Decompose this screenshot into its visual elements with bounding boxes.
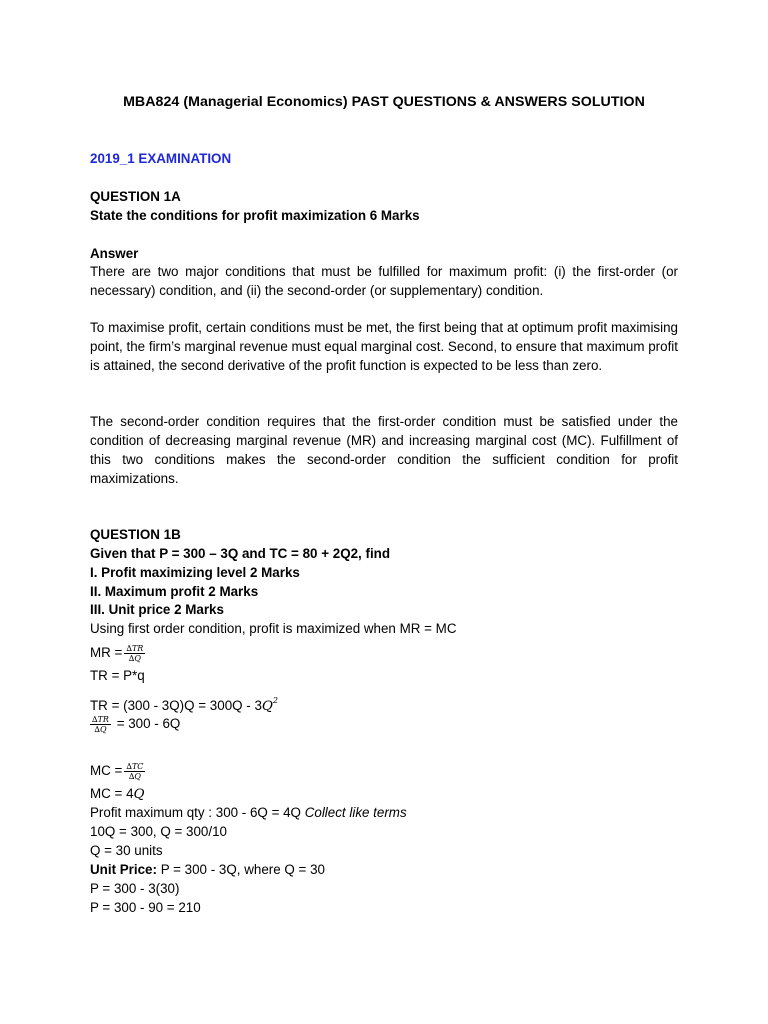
profit-quantity — [90, 804, 407, 822]
answer-paragraph-1: There are two major conditions that must be fulfilled for maximum profit: (i) the first-order (or necessary) condition, and (ii) the second-order (or supplementary) condition. — [90, 264, 678, 298]
mc-fraction — [124, 762, 145, 781]
tr-expression-text: TR = (300 - 3Q)Q = 300Q - 3 — [90, 698, 262, 713]
document-title: MBA824 (Managerial Economics) PAST QUESTIONS & ANSWERS SOLUTION — [123, 94, 645, 110]
solution-step-4: P = 300 - 90 = 210 — [90, 900, 201, 915]
solution-step-1: 10Q = 300, Q = 300/10 — [90, 824, 227, 839]
dtr-result: = 300 - 6Q — [116, 716, 181, 731]
answer-paragraph-3: The second-order condition requires that the first-order condition must be satisfied under the condition of decreasing marginal revenue (MR) and increasing marginal cost (MC). Fulfillment of this two conditions makes the second-order condition the sufficient condition for profit maximizations. — [90, 414, 678, 486]
solution-intro: Using first order condition, profit is maximized when MR = MC — [90, 621, 457, 636]
dtr-fraction — [90, 715, 111, 734]
mc-result-prefix: MC = 4 — [90, 786, 134, 801]
question-1b-part-ii: II. Maximum profit 2 Marks — [90, 584, 259, 599]
solution-step-3: P = 300 - 3(30) — [90, 881, 180, 896]
tr-exponent: 2 — [272, 696, 278, 705]
mr-numerator: ∆TR — [126, 643, 144, 653]
mc-result-variable: Q — [133, 787, 145, 802]
unit-price — [90, 861, 325, 879]
mr-prefix: MR = — [90, 645, 123, 660]
mc-result — [90, 785, 145, 804]
solution-step-2: Q = 30 units — [90, 843, 163, 858]
question-1b-given: Given that P = 300 – 3Q and TC = 80 + 2Q2, find — [90, 546, 391, 561]
dtr-denominator: ∆Q — [94, 724, 107, 734]
dtr-numerator: ∆TR — [92, 714, 109, 724]
mr-denominator: ∆Q — [128, 653, 141, 663]
unit-price-label: Unit Price: — [90, 862, 157, 877]
mc-denominator: ∆Q — [128, 771, 141, 781]
mr-fraction — [124, 644, 145, 663]
mc-numerator: ∆TC — [126, 761, 144, 771]
mc-prefix: MC = — [90, 763, 123, 778]
question-1a-prompt: State the conditions for profit maximization 6 Marks — [90, 208, 420, 223]
tr-variable: Q — [261, 699, 273, 714]
dtr-formula — [90, 711, 180, 737]
mr-formula — [90, 640, 147, 666]
question-1b-part-iii: III. Unit price 2 Marks — [90, 602, 224, 617]
question-1b-heading: QUESTION 1B — [90, 527, 181, 542]
question-1b-part-i: I. Profit maximizing level 2 Marks — [90, 565, 300, 580]
question-1a-heading: QUESTION 1A — [90, 189, 181, 204]
tr-definition: TR = P*q — [90, 668, 145, 683]
profit-quantity-equation: Profit maximum qty : 300 - 6Q = 4Q — [90, 805, 301, 820]
answer-paragraph-2: To maximise profit, certain conditions must be met, the first being that at optimum profit maximising point, the firm’s marginal revenue must equal marginal cost. Second, to ensure that maximum profit is attained, the second derivative of the profit function is expected to be less than zero. — [90, 320, 678, 373]
mc-formula — [90, 758, 147, 784]
answer-label: Answer — [90, 246, 139, 261]
profit-quantity-note: Collect like terms — [304, 805, 407, 820]
unit-price-text: P = 300 - 3Q, where Q = 30 — [160, 862, 325, 877]
exam-heading: 2019_1 EXAMINATION — [90, 151, 232, 166]
